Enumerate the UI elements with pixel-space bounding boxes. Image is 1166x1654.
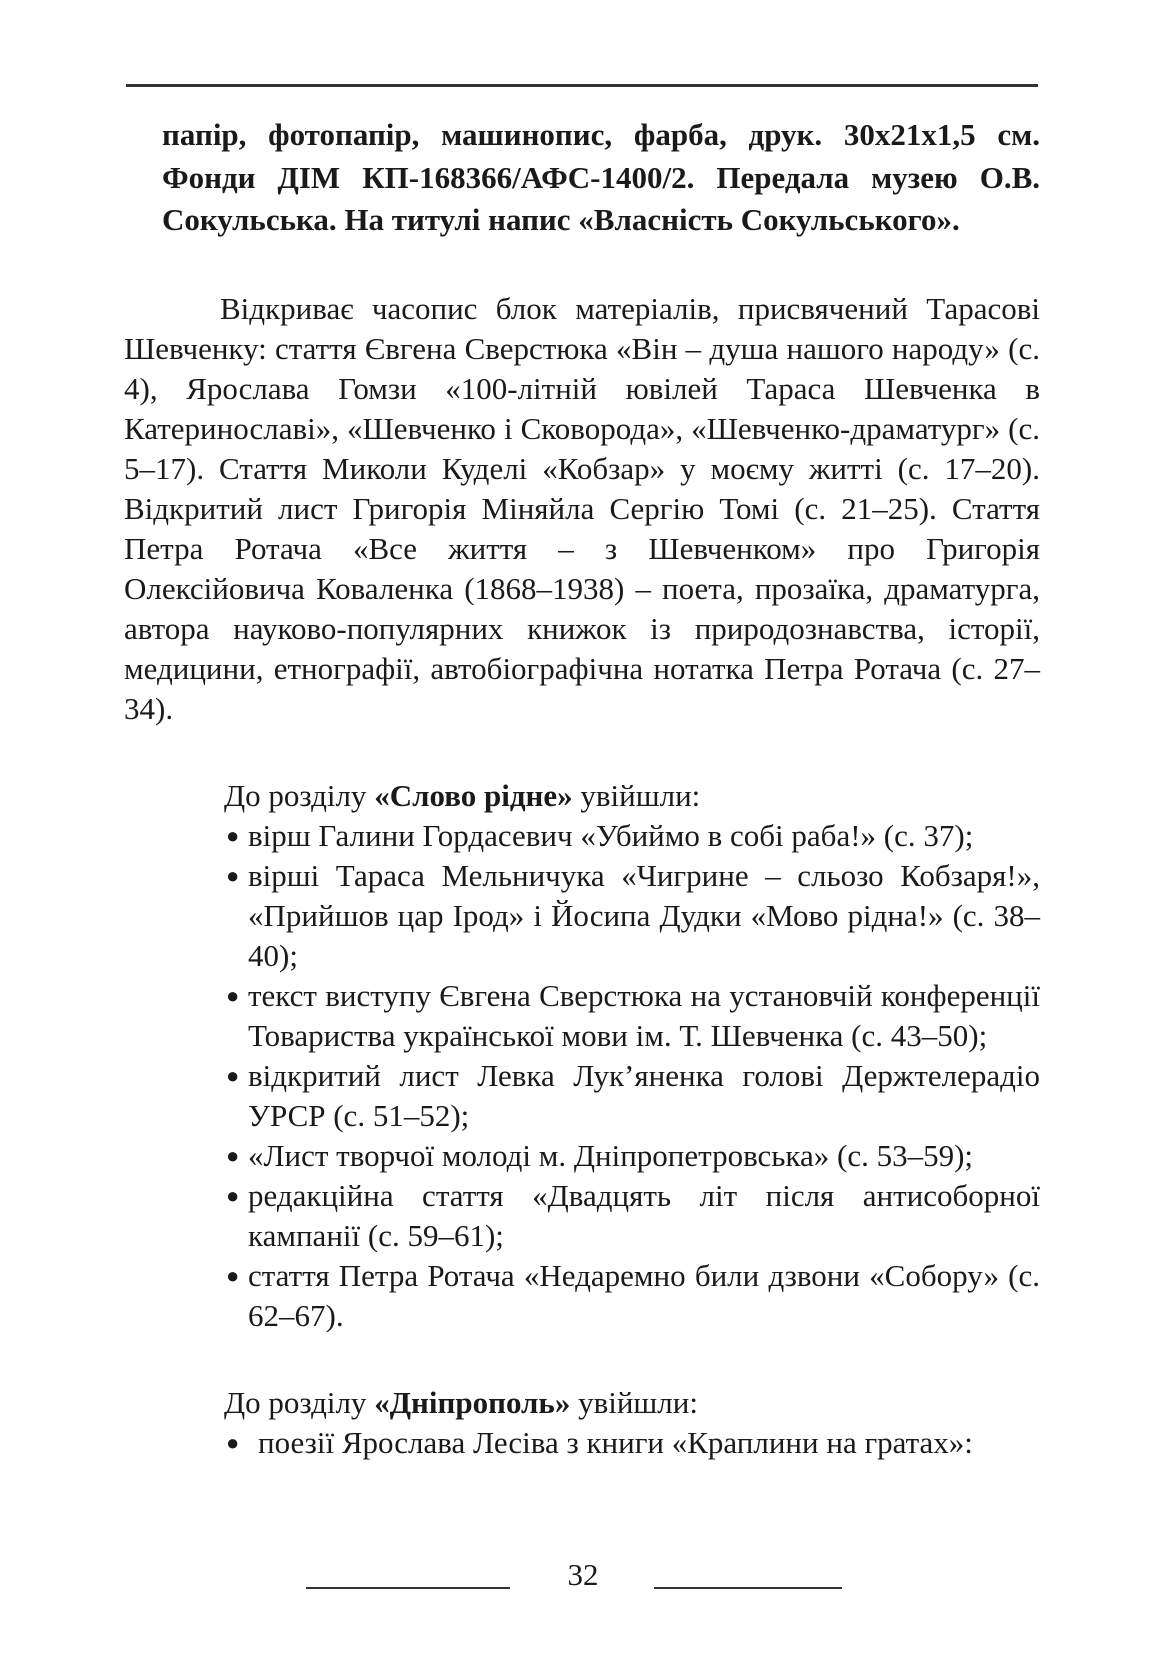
section-prefix: До розділу [224, 777, 375, 813]
list-item: ● вірші Тараса Мельничука «Чигрине – сльозо Кобзаря!», «Прийшов цар Ірод» і Йосипа Дудки «Мово рідна!» (с. 38–40); [226, 857, 1040, 973]
page-number: 32 [567, 1557, 599, 1592]
section-dnipropol [224, 1383, 1040, 1463]
bullet-icon: ● [226, 1262, 240, 1288]
list-item: ● «Лист творчої молоді м. Дніпропетровська» (с. 53–59); [224, 1136, 1040, 1176]
section-slovo-ridne [224, 776, 1040, 1336]
bullet-icon: ● [226, 862, 240, 888]
list-item: ● редакційна стаття «Двадцять літ після антисоборної кампанії (с. 59–61); [226, 1177, 1040, 1253]
header-rule [126, 84, 1038, 87]
bullet-icon: ● [226, 1182, 240, 1208]
section-suffix: увійшли: [570, 1384, 698, 1420]
bullet-icon: ● [226, 822, 240, 848]
bullet-icon: ● [226, 1429, 240, 1455]
intro-paragraph [124, 289, 1040, 729]
bullet-icon: ● [226, 982, 240, 1008]
intro-text-1: Відкриває часопис блок матеріалів, присвячений Тарасові Шевченку: стаття Євгена Сверстюка «Він – душа нашого народу» (с. 4 [124, 290, 1040, 406]
list-item: ● відкритий лист Левка Лук’яненка голові Держтелерадіо УРСР (с. 51–52); [226, 1057, 1040, 1133]
section-list [224, 816, 1040, 1336]
section-prefix: До розділу [224, 1384, 375, 1420]
section-list [224, 1423, 1040, 1463]
page-content [124, 114, 1040, 1463]
list-item: ● стаття Петра Ротача «Недаремно били дзвони «Собору» (с. 62–67). [226, 1257, 1040, 1333]
figure-caption: папір, фотопапір, машинопис, фарба, друк. 30х21х1,5 см. Фонди ДІМ КП-168366/АФС-1400/2. Передала музею О.В. Сокульська. На титулі напис «Власність Сокульського». [162, 117, 1040, 237]
footer-rule-right [654, 1587, 842, 1589]
list-item: ● текст виступу Євгена Сверстюка на установчій конференції Товариства української мови ім. Т. Шевченка (с. 43–50); [226, 977, 1040, 1053]
section-heading [224, 776, 1040, 816]
list-item: ● вірш Галини Гордасевич «Убиймо в собі раба!» (с. 37); [224, 816, 1040, 856]
footer-rule-left [306, 1587, 510, 1589]
page-footer [0, 1555, 1166, 1595]
section-name: «Дніпрополь» [374, 1384, 571, 1420]
section-heading [224, 1383, 1040, 1423]
intro-text-3: , «Шевченко і Сковорода», «Шевченко-драматург» (с. 5–17). Стаття Миколи Куделі «Кобзар» у моєму житті (с. 17–20). Відкритий лист Григорія Міняйла Сергію Томі (с. 21–25). Стаття Петра Ротача «Все життя – з Шевченком» про Григорія Олексійовича Коваленка (1868–1938) – поета, прозаїка, драматурга, автора науково-популярних книжок із природознавства, історії, медицини, етнографії, автобіографічна нотатка Петра Ротача (с. 27–34). [124, 410, 1040, 726]
intro-text-2: ), Ярослава Гомзи «100-літній ювілей Тараса Шевченка в Катеринославі» [124, 370, 1040, 446]
bullet-icon: ● [226, 1062, 240, 1088]
section-suffix: увійшли: [572, 777, 701, 813]
bullet-icon: ● [226, 1142, 240, 1168]
section-name: «Слово рідне» [374, 777, 573, 813]
list-item: ● поезії Ярослава Лесіва з книги «Краплини на гратах»: [224, 1423, 1040, 1463]
